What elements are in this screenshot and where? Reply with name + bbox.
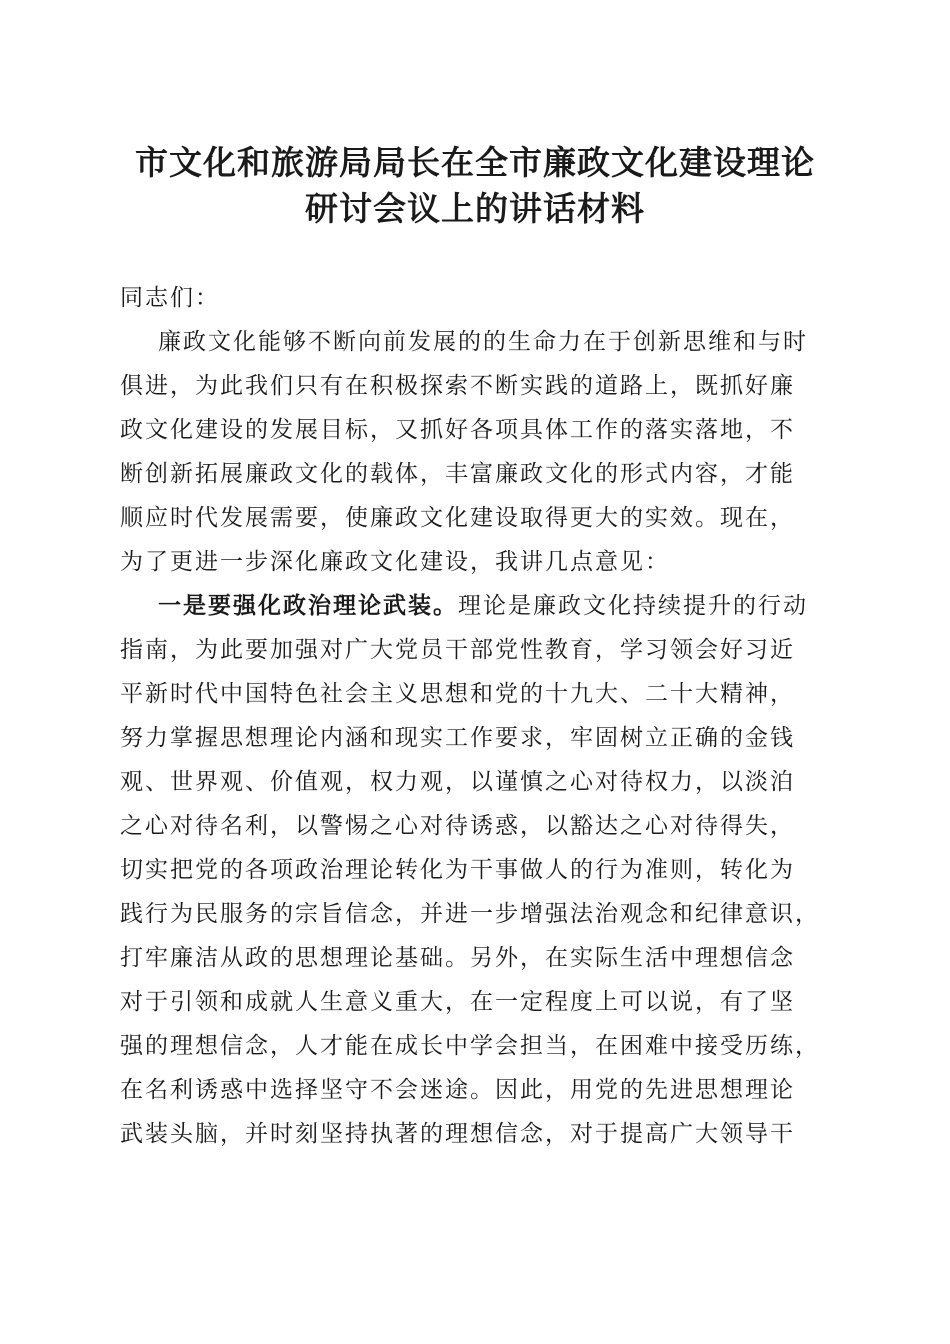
paragraph-line: 对于引领和成就人生意义重大，在一定程度上可以说，有了坚 [120, 989, 795, 1015]
paragraph-2 [120, 584, 840, 1156]
paragraph-line: 廉政文化能够不断向前发展的的生命力在于创新思维和与时 [158, 329, 808, 355]
paragraph-text: 理论是廉政文化持续提升的行动 [458, 593, 808, 619]
paragraph-line: 武装头脑，并时刻坚持执著的理想信念，对于提高广大领导干 [120, 1121, 795, 1147]
paragraph-line: 为了更进一步深化廉政文化建设，我讲几点意见： [120, 549, 670, 575]
document-title-line-2: 研讨会议上的讲话材料 [305, 189, 645, 228]
paragraph-line: 强的理想信念，人才能在成长中学会担当，在困难中接受历练， [120, 1033, 820, 1059]
paragraph-heading: 一是要强化政治理论武装。 [158, 593, 458, 619]
paragraph-line: 平新时代中国特色社会主义思想和党的十九大、二十大精神， [120, 681, 795, 707]
paragraph-line: 断创新拓展廉政文化的载体，丰富廉政文化的形式内容，才能 [120, 461, 795, 487]
paragraph-line: 指南，为此要加强对广大党员干部党性教育，学习领会好习近 [120, 637, 795, 663]
paragraph-line: 打牢廉洁从政的思想理论基础。另外，在实际生活中理想信念 [120, 945, 795, 971]
document-title-line-1: 市文化和旅游局局长在全市廉政文化建设理论 [135, 143, 815, 182]
paragraph-line: 俱进，为此我们只有在积极探索不断实践的道路上，既抓好廉 [120, 373, 795, 399]
paragraph-line: 之心对待名利，以警惕之心对待诱惑，以豁达之心对待得失， [120, 813, 795, 839]
paragraph-line [120, 584, 840, 628]
paragraph-1 [120, 320, 840, 584]
paragraph-line: 观、世界观、价值观，权力观，以谨慎之心对待权力，以淡泊 [120, 769, 795, 795]
paragraph-line: 切实把党的各项政治理论转化为干事做人的行为准则，转化为 [120, 857, 795, 883]
salutation: 同志们： [120, 285, 220, 311]
paragraph-line: 努力掌握思想理论内涵和现实工作要求，牢固树立正确的金钱 [120, 725, 795, 751]
paragraph-line: 践行为民服务的宗旨信念，并进一步增强法治观念和纪律意识， [120, 901, 820, 927]
paragraph-line: 在名利诱惑中选择坚守不会迷途。因此，用党的先进思想理论 [120, 1077, 795, 1103]
paragraph-line: 政文化建设的发展目标，又抓好各项具体工作的落实落地，不 [120, 417, 795, 443]
document-body [120, 276, 840, 1156]
paragraph-line: 顺应时代发展需要，使廉政文化建设取得更大的实效。现在， [120, 505, 795, 531]
